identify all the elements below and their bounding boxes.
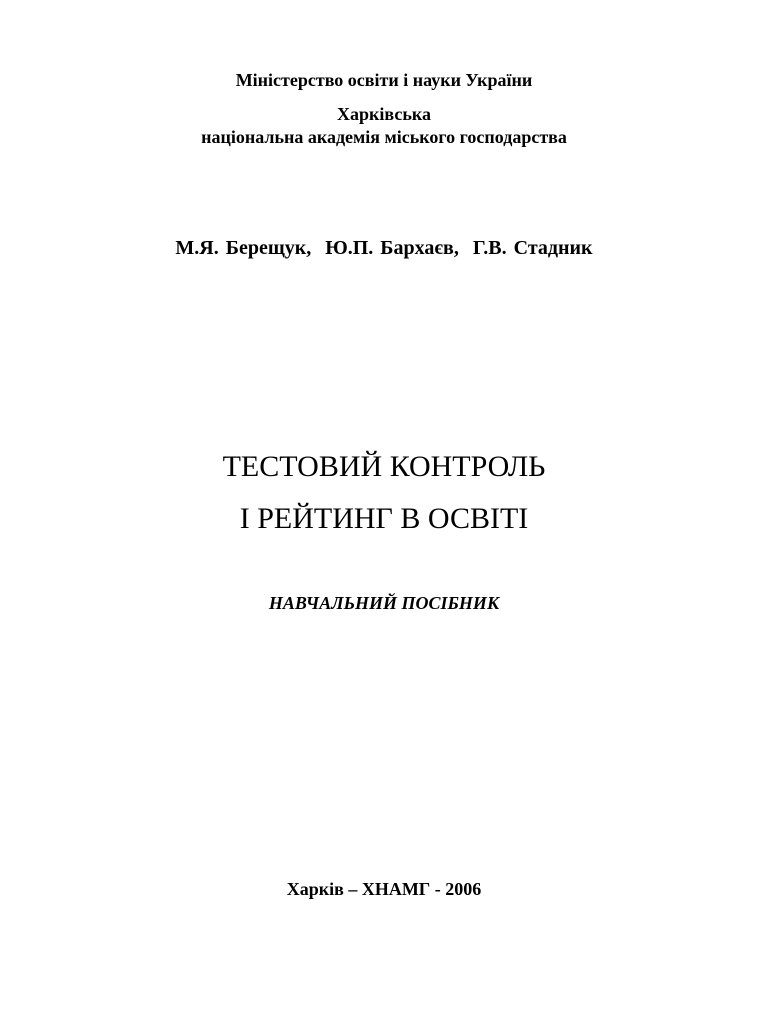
book-title-line-2: І РЕЙТИНГ В ОСВІТІ: [239, 502, 529, 535]
academy-name-line-1: Харківська: [337, 104, 431, 124]
book-subtitle: НАВЧАЛЬНИЙ ПОСІБНИК: [268, 593, 500, 613]
academy-name-line-2: національна академія міського господарства: [201, 127, 567, 147]
authors: М.Я. Берещук, Ю.П. Бархаєв, Г.В. Стадник: [175, 237, 593, 259]
ministry-name: Міністерство освіти і науки України: [235, 70, 533, 90]
imprint: Харків – ХНАМГ - 2006: [286, 879, 482, 899]
book-title-line-1: ТЕСТОВИЙ КОНТРОЛЬ: [222, 450, 546, 483]
